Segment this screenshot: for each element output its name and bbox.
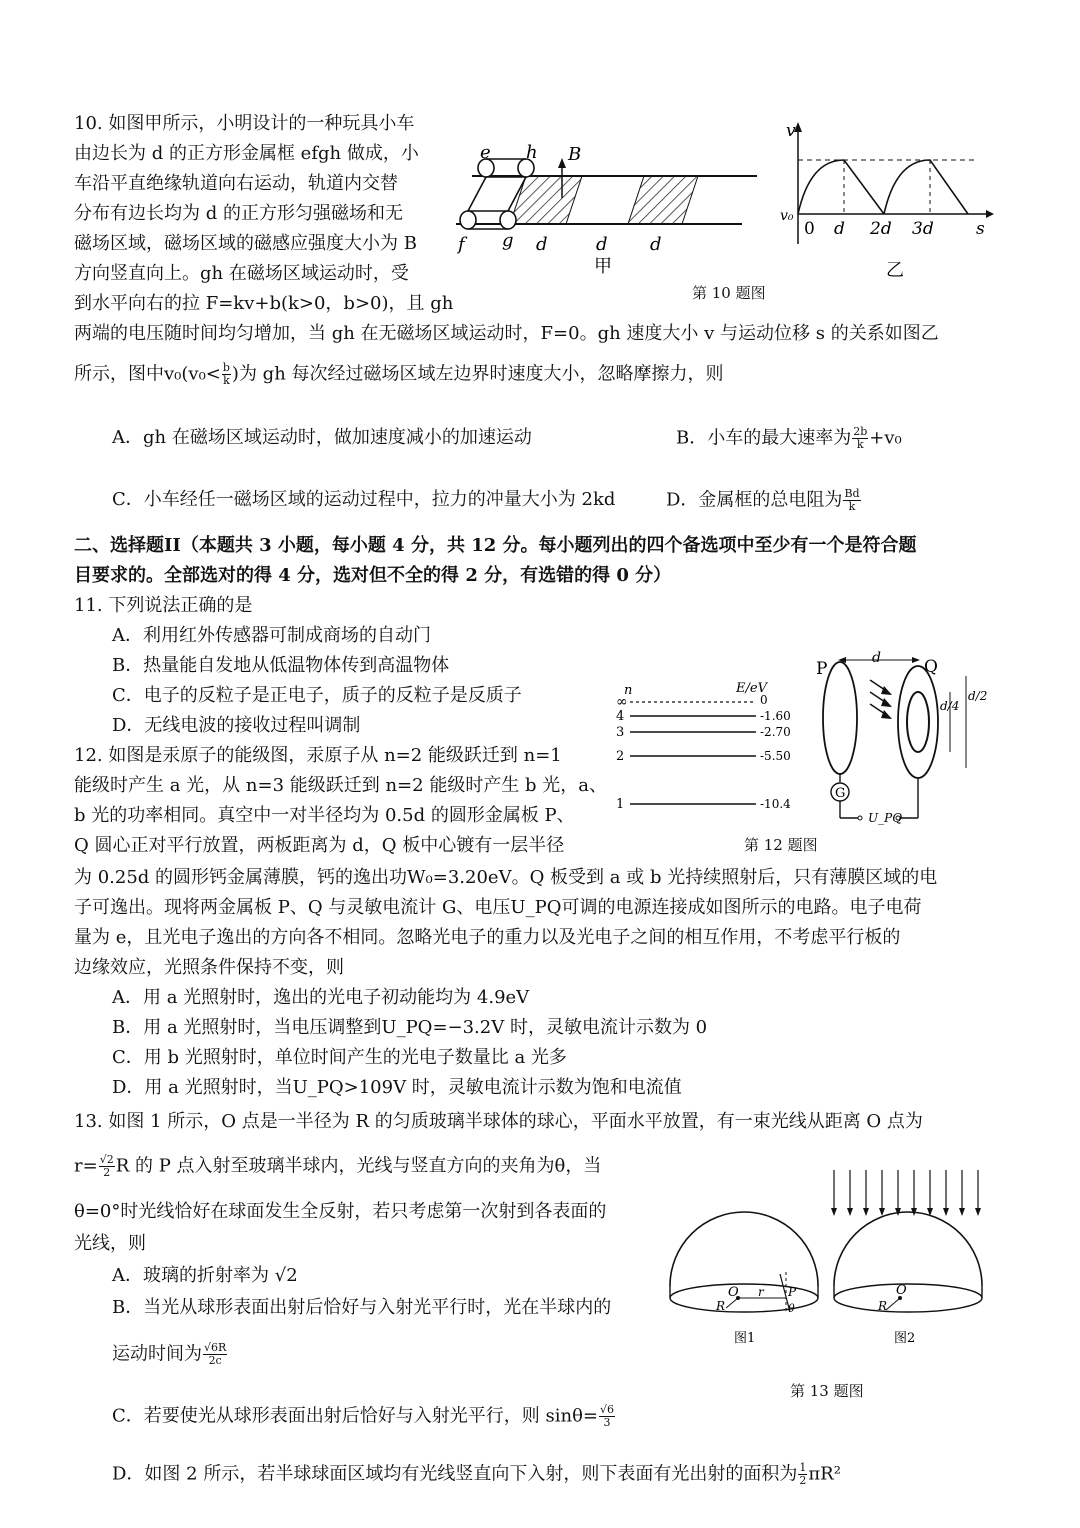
axis-label-v: v (786, 121, 796, 141)
q12-line-2: 能级时产生 a 光，从 n=3 能级跃迁到 n=2 能级时产生 b 光，a、 (74, 775, 608, 796)
label-r: r (758, 1285, 764, 1299)
label-theta: θ (788, 1302, 795, 1315)
q13-option-c: C．若要使光从球形表面出射后恰好与入射光平行，则 sinθ= $\frac{√6}{3}$ (112, 1403, 615, 1429)
q11-stem: 11. 下列说法正确的是 (74, 595, 253, 616)
hemisphere-2 (834, 1212, 982, 1346)
q10-line-9: 所示，图中v₀(v₀< $\frac{b}{k}$ )为 gh 每次经过磁场区域左边界时速度大小，忽略摩擦力，则 (74, 361, 724, 387)
q11-option-b: B．热量能自发地从低温物体传到高温物体 (112, 655, 450, 676)
light-arrows (870, 680, 888, 716)
q12-option-d: D．用 a 光照射时，当U_PQ>109V 时，灵敏电流计示数为饱和电流值 (112, 1077, 682, 1098)
q10-option-c: C．小车经任一磁场区域的运动过程中，拉力的冲量大小为 2kd (112, 489, 616, 510)
q13-line-1: 13. 如图 1 所示，O 点是一半径为 R 的匀质玻璃半球体的球心，平面水平放置，有一束光线从距离 O 点为 (74, 1111, 923, 1132)
velocity-curve-2 (884, 160, 968, 214)
q10-line-1: 10. 如图甲所示，小明设计的一种玩具小车 (74, 113, 415, 134)
level-4 (616, 709, 791, 724)
svg-text:1: 1 (616, 797, 625, 812)
q13-option-d: D．如图 2 所示，若半球球面区域均有光线竖直向下入射，则下表面有光出射的面积为 $\frac{1}{2}$ πR² (112, 1461, 841, 1487)
level-3 (616, 725, 791, 740)
label-jia: 甲 (594, 256, 612, 277)
label-R-2: R (878, 1299, 888, 1313)
axis-label-s: s (976, 219, 985, 239)
label-B: B (568, 144, 582, 165)
label-UPQ: U_PQ (868, 811, 903, 825)
q10-line-2: 由边长为 d 的正方形金属框 efgh 做成，小 (74, 143, 419, 164)
q12-circuit-diagram (808, 648, 994, 828)
q12-option-a: A．用 a 光照射时，逸出的光电子初动能均为 4.9eV (112, 987, 530, 1008)
q12-line-4: Q 圆心正对平行放置，两板距离为 d，Q 板中心镀有一层半径 (74, 835, 565, 856)
q12-energy-level-diagram (608, 676, 808, 826)
q13-figure-caption: 第 13 题图 (790, 1382, 864, 1400)
label-P: P (788, 1285, 797, 1299)
label-yi: 乙 (886, 260, 904, 281)
label-fig1: 图1 (734, 1331, 756, 1346)
q13-line-3: θ=0°时光线恰好在球面发生全反射，若只考虑第一次射到各表面的 (74, 1201, 607, 1222)
svg-text:4: 4 (616, 709, 625, 724)
label-g: g (502, 230, 514, 251)
q12-line-7: 量为 e，且光电子逸出的方向各不相同。忽略光电子的重力以及光电子之间的相互作用，不考虑平行板的 (74, 927, 901, 948)
label-d2: d/2 (968, 689, 988, 703)
label-fig2: 图2 (894, 1331, 916, 1346)
label-R-1: R (716, 1299, 726, 1313)
q10-line-8: 两端的电压随时间均匀增加，当 gh 在无磁场区域运动时，F=0。gh 速度大小 v 与运动位移 s 的关系如图乙 (74, 323, 939, 344)
velocity-curve-1 (798, 160, 884, 214)
q10-figure-jia (452, 138, 772, 278)
svg-text:G: G (835, 786, 846, 801)
label-O-2: O (896, 1283, 907, 1298)
svg-text:-10.4: -10.4 (760, 797, 791, 811)
q12-line-5: 为 0.25d 的圆形钙金属薄膜，钙的逸出功W₀=3.20eV。Q 板受到 a 或 b 光持续照射后，只有薄膜区域的电 (74, 867, 938, 888)
q12-line-8: 边缘效应，光照条件保持不变，则 (74, 957, 344, 978)
tick-d: d (834, 219, 845, 239)
q11-option-c: C．电子的反粒子是正电子，质子的反粒子是反质子 (112, 685, 522, 706)
magnetic-region-2 (628, 176, 698, 224)
tick-3d: 3d (912, 219, 934, 239)
level-1 (616, 797, 791, 812)
label-d: d (872, 650, 881, 666)
label-d4: d/4 (940, 699, 960, 713)
label-E: E/eV (736, 681, 767, 696)
label-P: P (816, 659, 828, 679)
q11-option-a: A．利用红外传感器可制成商场的自动门 (112, 625, 431, 646)
q10-line-7: 到水平向右的拉 F=kv+b(k>0，b>0)，且 gh (74, 293, 454, 314)
q10-line-3: 车沿平直绝缘轨道向右运动，轨道内交替 (74, 173, 398, 194)
q13-option-b-line-2: 运动时间为 $\frac{√6R}{2c}$ (112, 1341, 227, 1367)
hemisphere-1 (670, 1212, 818, 1346)
svg-text:-5.50: -5.50 (760, 749, 791, 763)
label-n: n (624, 683, 633, 698)
label-d-2: d (596, 234, 608, 255)
axis-label-v0: v₀ (780, 208, 794, 224)
q11-option-d: D．无线电波的接收过程叫调制 (112, 715, 361, 736)
q10-option-b: B．小车的最大速率为 $\frac{2b}{k}$ +v₀ (676, 425, 902, 451)
q10-line-6: 方向竖直向上。gh 在磁场区域运动时，受 (74, 263, 409, 284)
q13-option-a: A．玻璃的折射率为 √2 (112, 1265, 298, 1286)
tick-2d: 2d (870, 219, 892, 239)
q10-option-d: D．金属框的总电阻为 $\frac{Bd}{k}$ (666, 487, 860, 513)
tick-0: 0 (804, 219, 815, 239)
q10-figure-yi (778, 116, 998, 286)
q13-option-b-line-1: B．当光从球形表面出射后恰好与入射光平行时，光在半球内的 (112, 1297, 612, 1318)
q12-option-c: C．用 b 光照射时，单位时间产生的光电子数量比 a 光多 (112, 1047, 567, 1068)
magnetic-region-1 (510, 176, 582, 224)
q10-option-a: A．gh 在磁场区域运动时，做加速度减小的加速运动 (112, 427, 532, 448)
svg-text:∞: ∞ (616, 694, 628, 710)
q12-line-1: 12. 如图是汞原子的能级图，汞原子从 n=2 能级跃迁到 n=1 (74, 745, 562, 766)
label-d-1: d (536, 234, 548, 255)
svg-text:-2.70: -2.70 (760, 725, 791, 739)
svg-text:3: 3 (616, 725, 625, 740)
label-f: f (458, 234, 465, 255)
q10-figure-caption: 第 10 题图 (692, 284, 766, 302)
q10-line-4: 分布有边长均为 d 的正方形匀强磁场和无 (74, 203, 403, 224)
q13-line-2: r= $\frac{√2}{2}$ R 的 P 点入射至玻璃半球内，光线与竖直方向的夹角为θ，当 (74, 1153, 602, 1179)
q10-line-5: 磁场区域，磁场区域的磁感应强度大小为 B (74, 233, 417, 254)
incident-rays (834, 1170, 978, 1214)
label-Q: Q (924, 657, 938, 677)
q12-line-3: b 光的功率相同。真空中一对半径均为 0.5d 的圆形金属板 P、 (74, 805, 575, 826)
q13-line-4: 光线，则 (74, 1233, 146, 1254)
q12-option-b: B．用 a 光照射时，当电压调整到U_PQ=−3.2V 时，灵敏电流计示数为 0 (112, 1017, 708, 1038)
svg-text:2: 2 (616, 749, 625, 764)
label-O-1: O (728, 1285, 739, 1300)
q13-figure (664, 1162, 994, 1362)
svg-text:-1.60: -1.60 (760, 709, 791, 723)
calcium-film (907, 692, 929, 752)
section-2-header-line-2: 目要求的。全部选对的得 4 分，选对但不全的得 2 分，有选错的得 0 分） (74, 565, 672, 586)
level-2 (616, 749, 791, 764)
plate-P (823, 662, 857, 774)
svg-text:0: 0 (760, 693, 768, 707)
label-e: e (480, 142, 491, 163)
q12-line-6: 子可逸出。现将两金属板 P、Q 与灵敏电流计 G、电压U_PQ可调的电源连接成如图所示的电路。电子电荷 (74, 897, 922, 918)
label-d-3: d (650, 234, 662, 255)
plate-Q (898, 666, 938, 778)
section-2-header-line-1: 二、选择题II（本题共 3 小题，每小题 4 分，共 12 分。每小题列出的四个备选项中至少有一个是符合题 (74, 535, 917, 556)
label-h: h (526, 142, 538, 163)
q12-figure-caption: 第 12 题图 (744, 836, 818, 854)
